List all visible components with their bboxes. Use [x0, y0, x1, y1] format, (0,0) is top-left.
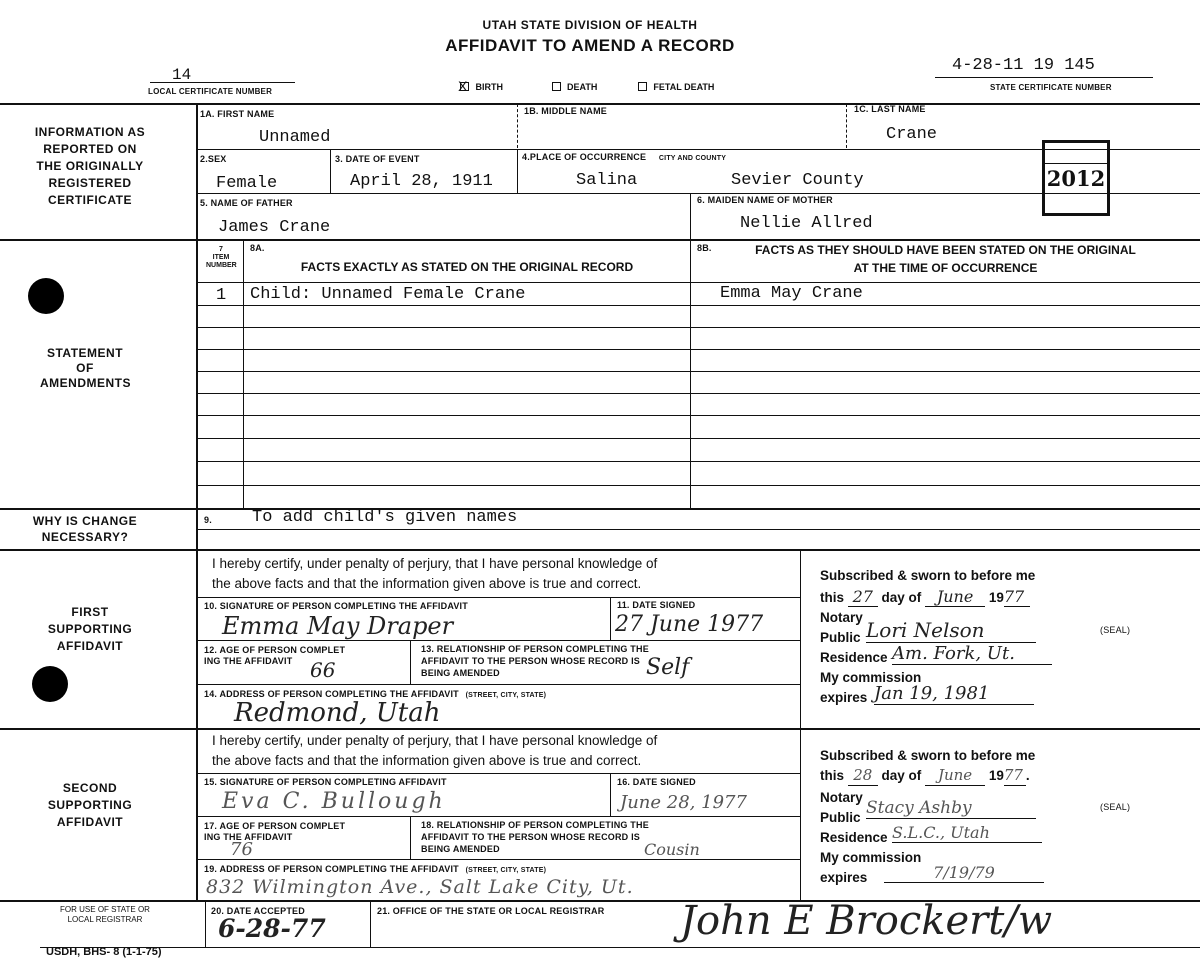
date-of-event-label: 3. DATE OF EVENT [335, 154, 420, 164]
col-a-header: FACTS EXACTLY AS STATED ON THE ORIGINAL RECORD [300, 260, 634, 274]
affidavit1-rel-label-1: 13. RELATIONSHIP OF PERSON COMPLETING THE [421, 644, 649, 654]
notary1-notary-label: Notary [820, 610, 863, 625]
notary1-public-label: Public [820, 630, 861, 645]
father-name-value: James Crane [218, 218, 331, 237]
record-stamp [1042, 140, 1110, 216]
item-number-label: ITEM NUMBER [206, 254, 237, 269]
affidavit2-signature-label: 15. SIGNATURE OF PERSON COMPLETING AFFIDAVIT [204, 777, 447, 787]
affidavit2-address-sub-label: (STREET, CITY, STATE) [465, 867, 547, 874]
agency-name: UTAH STATE DIVISION OF HEALTH [482, 18, 698, 32]
first-affidavit-title: FIRST SUPPORTING AFFIDAVIT [47, 605, 133, 653]
death-label: DEATH [567, 82, 598, 92]
notary1-commission-label: My commission [820, 670, 922, 685]
death-checkbox[interactable] [552, 82, 561, 91]
state-certificate-label: STATE CERTIFICATE NUMBER [990, 83, 1112, 92]
first-name-label: 1A. FIRST NAME [200, 109, 275, 119]
notary1-month: June [925, 587, 985, 607]
affidavit1-age-label-1: 12. AGE OF PERSON COMPLET [204, 645, 346, 655]
notary2-day: 28 [848, 766, 878, 786]
notary1-year-prefix: 19 [988, 590, 1004, 605]
notary1-residence: Am. Fork, Ut. [892, 643, 1052, 665]
affidavit1-age: 66 [310, 658, 336, 682]
registrar-section-title: FOR USE OF STATE OR LOCAL REGISTRAR [60, 905, 150, 924]
registrar-office-label: 21. OFFICE OF THE STATE OR LOCAL REGISTRAR [377, 906, 605, 916]
notary2-residence-label: Residence [820, 830, 888, 845]
notary2-month: June [925, 766, 985, 786]
notary2-name: Stacy Ashby [866, 798, 1036, 819]
birth-option[interactable] [458, 78, 506, 94]
why-number: 9. [204, 515, 212, 525]
last-name-value: Crane [886, 125, 938, 144]
notary2-notary-label: Notary [820, 790, 863, 805]
city-value: Salina [576, 171, 638, 190]
affidavit1-address: Redmond, Utah [234, 698, 441, 728]
first-cert-line1: I hereby certify, under penalty of perjury, that I have personal knowledge of [212, 556, 658, 571]
fetal-death-checkbox[interactable] [638, 82, 647, 91]
notary2-expires-label: expires [820, 870, 868, 885]
affidavit2-date: June 28, 1977 [620, 792, 747, 813]
affidavit1-age-label-2: ING THE AFFIDAVIT [204, 656, 293, 666]
affidavit2-age-label-2: ING THE AFFIDAVIT [204, 832, 293, 842]
notary1-year: 77 [1004, 587, 1030, 607]
place-sub-label: CITY AND COUNTY [658, 155, 727, 162]
father-name-label: 5. NAME OF FATHER [200, 198, 293, 208]
affidavit2-age: 76 [230, 839, 253, 860]
middle-name-label: 1B. MIDDLE NAME [524, 106, 608, 116]
affidavit1-relationship: Self [646, 655, 690, 680]
second-cert-line1: I hereby certify, under penalty of perjury, that I have personal knowledge of [212, 733, 658, 748]
notary2-year: 77 [1004, 766, 1026, 786]
local-certificate-label: LOCAL CERTIFICATE NUMBER [148, 87, 273, 96]
notary1-day-of: day of [881, 590, 922, 605]
notary2-year-prefix: 19 [988, 768, 1004, 783]
punch-hole-bottom [32, 666, 68, 702]
notary2-this: this [820, 768, 845, 783]
affidavit1-rel-label-2: AFFIDAVIT TO THE PERSON WHOSE RECORD IS [421, 656, 640, 666]
fetal-death-option[interactable] [638, 82, 715, 92]
local-certificate-number: 14 [172, 66, 192, 84]
notary1-this: this [820, 590, 845, 605]
registrar-signature: John E Brockert/w [680, 898, 1053, 944]
notary1-residence-label: Residence [820, 650, 888, 665]
place-label-text: 4.PLACE OF OCCURRENCE [522, 152, 647, 162]
affidavit1-signature: Emma May Draper [222, 612, 454, 640]
notary2-residence: S.L.C., Utah [892, 823, 1042, 843]
affidavit2-address-label [204, 864, 546, 874]
record-type-options [458, 78, 715, 94]
item-number-num: 7 [219, 246, 223, 253]
punch-hole-top [28, 278, 64, 314]
affidavit2-rel-label-2: AFFIDAVIT TO THE PERSON WHOSE RECORD IS [421, 832, 640, 842]
affidavit2-age-label-1: 17. AGE OF PERSON COMPLET [204, 821, 346, 831]
affidavit1-address-sub-label: (STREET, CITY, STATE) [465, 692, 547, 699]
county-value: Sevier County [731, 171, 864, 190]
mother-maiden-name-value: Nellie Allred [740, 214, 873, 233]
amendment-row-1-item: 1 [216, 286, 227, 305]
sex-value: Female [216, 174, 278, 193]
why-section-title: WHY IS CHANGE NECESSARY? [32, 514, 138, 544]
affidavit2-rel-label-1: 18. RELATIONSHIP OF PERSON COMPLETING THE [421, 820, 649, 830]
notary1-expires: Jan 19, 1981 [874, 683, 1034, 705]
birth-label: BIRTH [475, 82, 504, 92]
affidavit2-rel-label-3: BEING AMENDED [421, 844, 500, 854]
sex-label: 2.SEX [200, 154, 227, 164]
affidavit2-relationship: Cousin [644, 840, 700, 859]
second-affidavit-title: SECOND SUPPORTING AFFIDAVIT [47, 781, 133, 829]
notary1-date-line [820, 587, 1030, 607]
affidavit2-date-label: 16. DATE SIGNED [617, 777, 696, 787]
fetal-death-label: FETAL DEATH [653, 82, 715, 92]
notary1-line1: Subscribed & sworn to before me [820, 568, 1036, 583]
form-title: AFFIDAVIT TO AMEND A RECORD [445, 36, 735, 55]
affidavit1-signature-label: 10. SIGNATURE OF PERSON COMPLETING THE AFFIDAVIT [204, 601, 468, 611]
info-section-title: INFORMATION AS REPORTED ON THE ORIGINALLY REGISTERED CERTIFICATE [34, 125, 146, 207]
notary2-commission-label: My commission [820, 850, 922, 865]
col-b-header-line1: FACTS AS THEY SHOULD HAVE BEEN STATED ON THE ORIGINAL [755, 243, 1136, 257]
notary1-day: 27 [848, 587, 878, 607]
affidavit1-rel-label-3: BEING AMENDED [421, 668, 500, 678]
second-cert-line2: the above facts and that the information given above is true and correct. [212, 753, 642, 768]
col-b-number: 8B. [697, 243, 712, 253]
date-of-event-value: April 28, 1911 [350, 172, 493, 191]
notary1-expires-label: expires [820, 690, 868, 705]
notary2-public-label: Public [820, 810, 861, 825]
affidavit1-address-label-text: 14. ADDRESS OF PERSON COMPLETING THE AFFIDAVIT [204, 689, 459, 699]
notary1-seal: (SEAL) [1100, 625, 1131, 635]
notary2-day-of: day of [881, 768, 922, 783]
first-name-value: Unnamed [259, 128, 331, 147]
notary2-expires: 7/19/79 [884, 863, 1044, 883]
affidavit2-address: 832 Wilmington Ave., Salt Lake City, Ut. [206, 876, 634, 898]
notary1-name: Lori Nelson [866, 618, 1036, 643]
affidavit2-signature: Eva C. Bullough [222, 789, 446, 814]
place-of-occurrence-label [522, 152, 726, 162]
item-number-header [198, 246, 244, 270]
last-name-label: 1C. LAST NAME [854, 104, 926, 114]
affidavit1-date: 27 June 1977 [615, 612, 764, 637]
stamp-number: 2012 [1042, 163, 1110, 194]
statement-section-title: STATEMENT OF AMENDMENTS [40, 346, 131, 390]
state-certificate-number: 4-28-11 19 145 [952, 56, 1095, 75]
date-accepted-label: 20. DATE ACCEPTED [211, 906, 305, 916]
notary2-date-line: this 28 day of June 1977 . [820, 766, 1030, 784]
notary2-line1: Subscribed & sworn to before me [820, 748, 1036, 763]
birth-check-mark: X [458, 78, 468, 94]
affidavit2-address-label-text: 19. ADDRESS OF PERSON COMPLETING THE AFFIDAVIT [204, 864, 459, 874]
amendment-row-1-corrected: Emma May Crane [720, 284, 863, 303]
mother-maiden-name-label: 6. MAIDEN NAME OF MOTHER [697, 195, 833, 205]
form-id: USDH, BHS- 8 (1-1-75) [46, 946, 162, 958]
col-b-header-line2: AT THE TIME OF OCCURRENCE [853, 261, 1038, 275]
notary2-seal: (SEAL) [1100, 802, 1131, 812]
first-cert-line2: the above facts and that the information given above is true and correct. [212, 576, 642, 591]
col-a-number: 8A. [250, 243, 265, 253]
affidavit1-date-label: 11. DATE SIGNED [617, 600, 696, 610]
death-option[interactable] [552, 82, 600, 92]
amendment-row-1-original: Child: Unnamed Female Crane [250, 285, 526, 304]
why-text: To add child's given names [252, 508, 518, 527]
date-accepted-value: 6-28-77 [218, 914, 326, 943]
